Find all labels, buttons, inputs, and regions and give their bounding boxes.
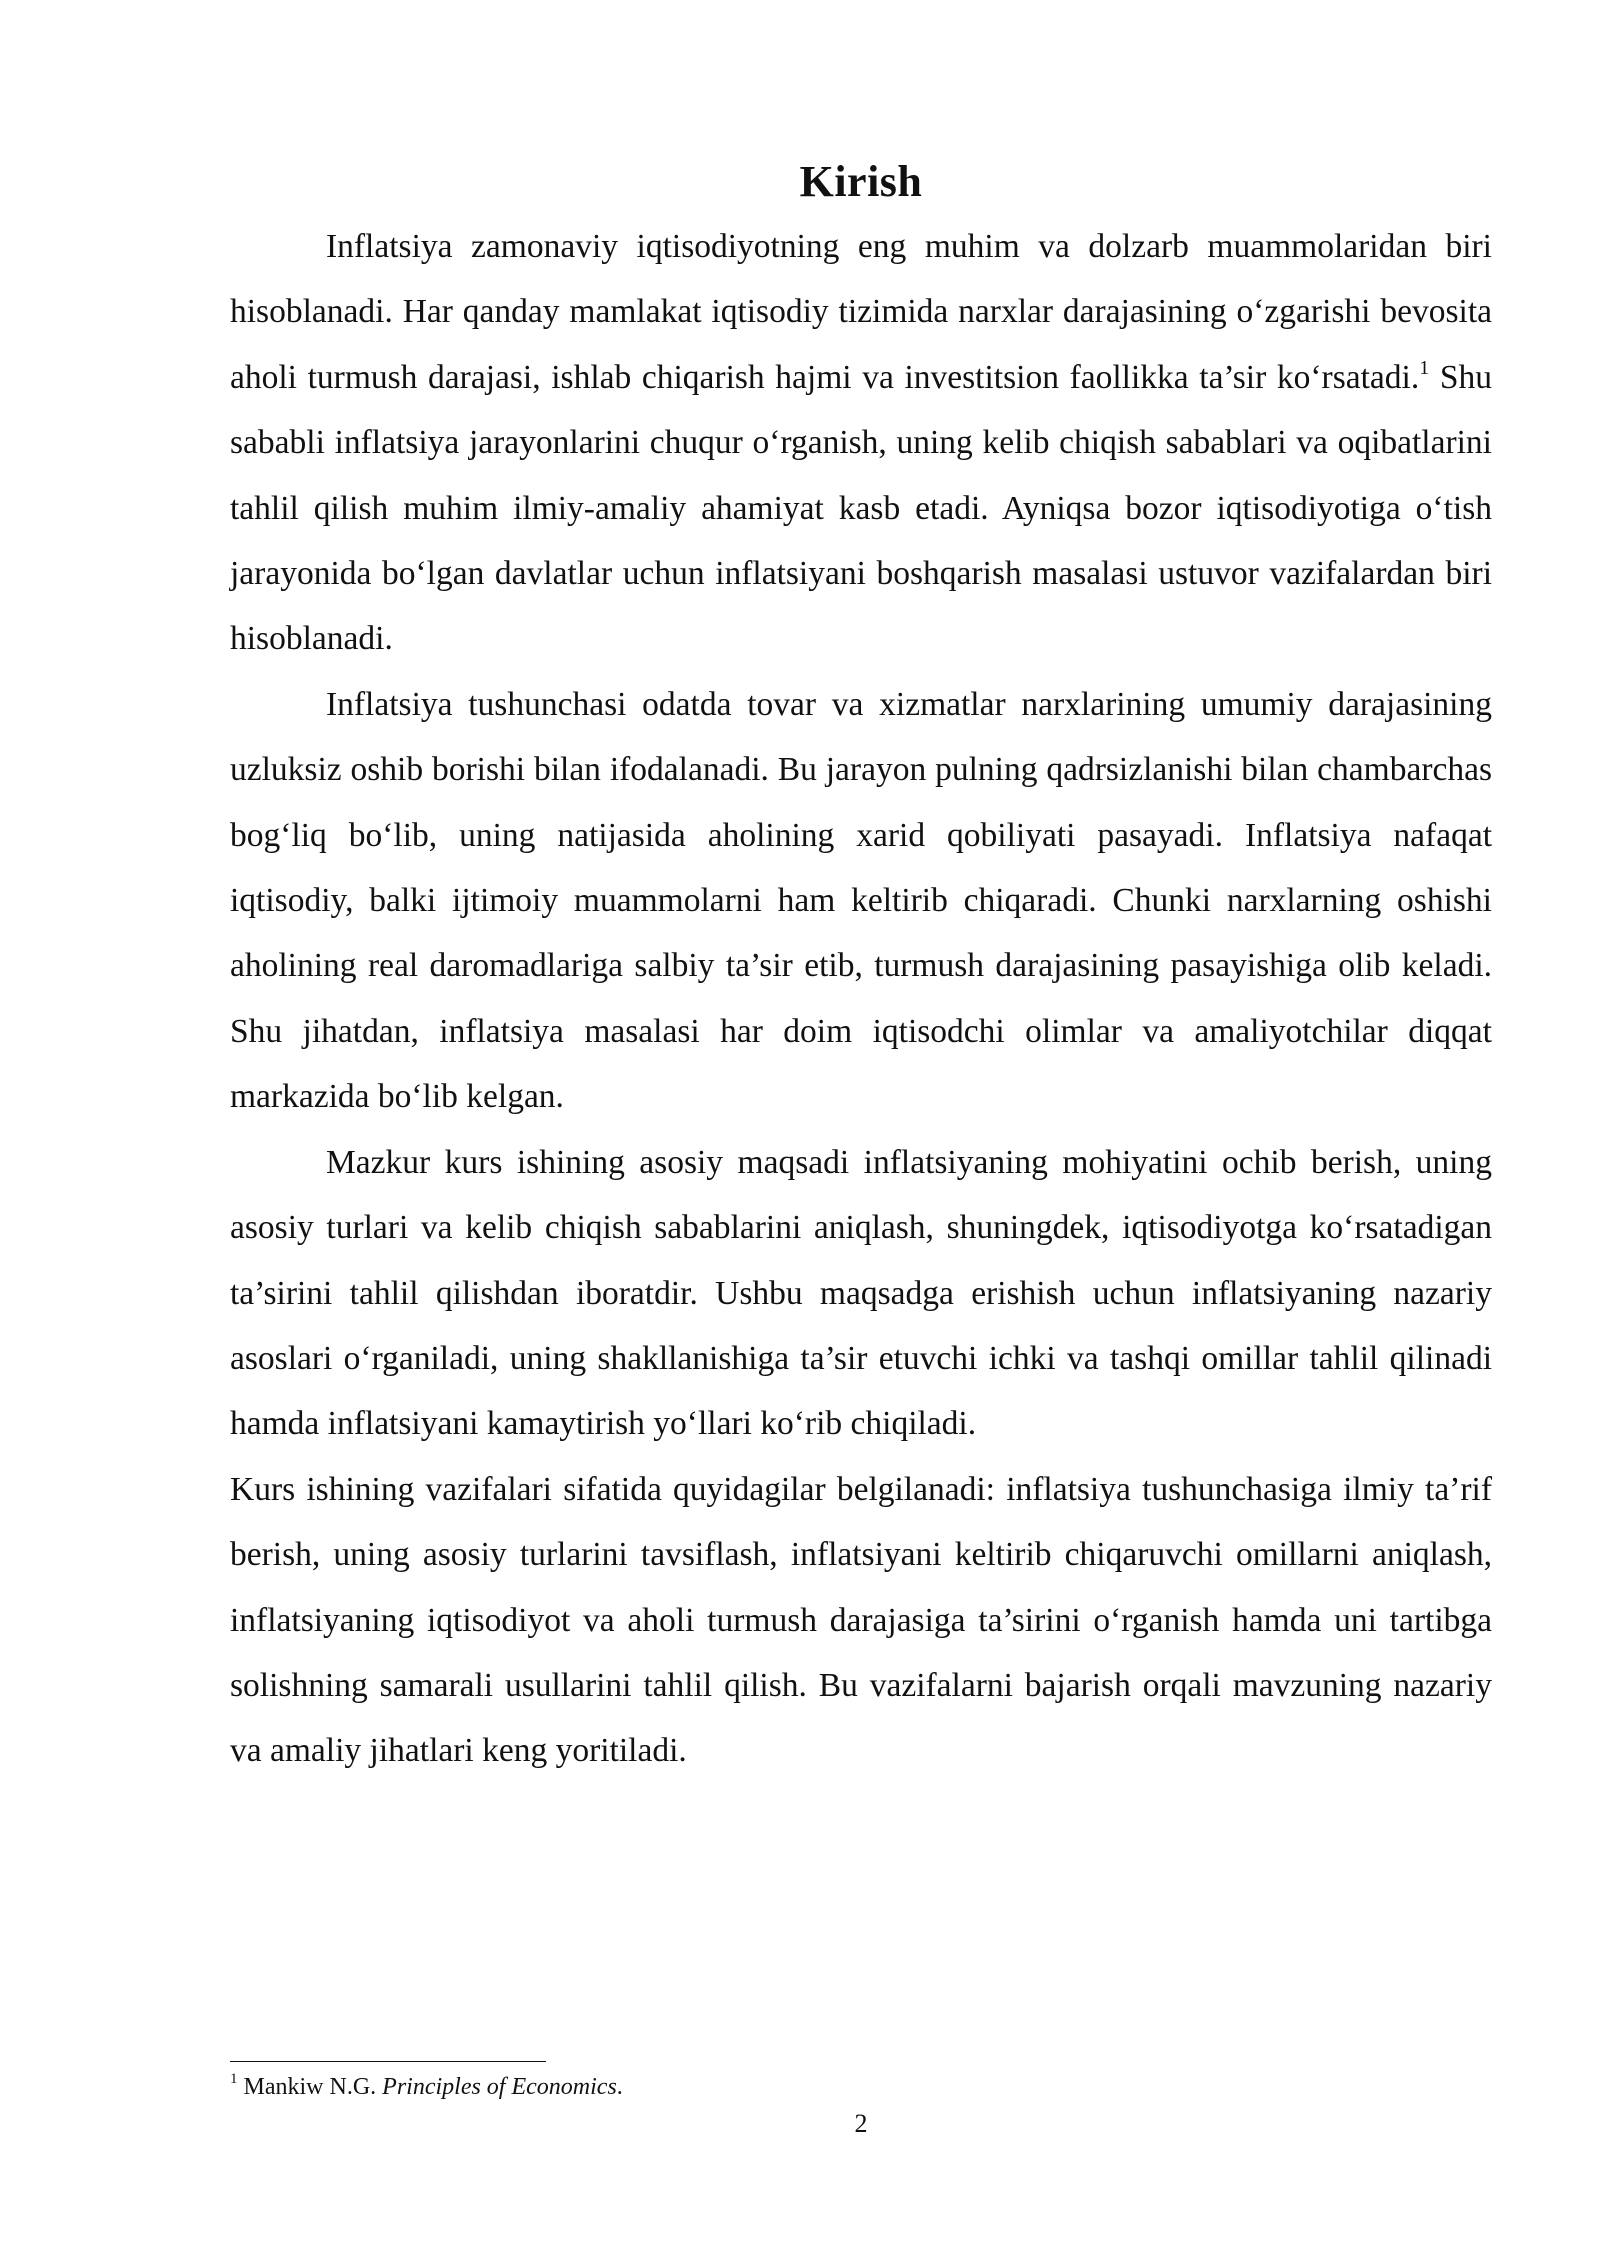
page-title: Kirish bbox=[799, 157, 923, 206]
footnote-reference[interactable]: 1 bbox=[1419, 356, 1430, 379]
paragraph-2: Inflatsiya tushunchasi odatda tovar va xizmatlar narxlarining umumiy darajasining uzluksiz oshib borishi bilan ifodalanadi. Bu jarayon pulning qadrsizlanishi bilan chambarchas bog‘liq bo‘lib, uning natijasida aholining xarid qobiliyati pasayadi. Inflatsiya nafaqat iqtisodiy, balki ijtimoiy muammolarni ham keltirib chiqaradi. Chunki narxlarning oshishi aholining real daromadlariga salbiy ta’sir etib, turmush darajasining pasayishiga olib keladi. Shu jihatdan, inflatsiya masalasi har doim iqtisodchi olimlar va amaliyotchilar diqqat markazida bo‘lib kelgan. bbox=[230, 685, 1492, 1116]
paragraph-1 bbox=[230, 214, 1492, 672]
page-number: 2 bbox=[854, 2109, 868, 2138]
footnote-end: . bbox=[616, 2074, 623, 2100]
footnote-work-title: Principles of Economics bbox=[382, 2074, 617, 2100]
paragraph-3: Mazkur kurs ishining asosiy maqsadi inflatsiyaning mohiyatini ochib berish, uning asosiy turlari va kelib chiqish sabablarini aniqlash, shuningdek, iqtisodiyotga ko‘rsatadigan ta’sirini tahlil qilishdan iboratdir. Ushbu maqsadga erishish uchun inflatsiyaning nazariy asoslari o‘rganiladi, uning shakllanishiga ta’sir etuvchi ichki va tashqi omillar tahlil qilinadi hamda inflatsiyani kamaytirish yo‘llari ko‘rib chiqiladi. bbox=[230, 1143, 1492, 1443]
paragraph-1-text: Inflatsiya zamonaviy iqtisodiyotning eng muhim va dolzarb muammolaridan biri hisoblanadi. Har qanday mamlakat iqtisodiy tizimida narxlar darajasining o‘zgarishi bevosita aholi turmush darajasi, ishlab chiqarish hajmi va investitsion faollikka ta’sir ko‘rsatadi. bbox=[230, 228, 1492, 396]
footnote-separator bbox=[230, 2061, 546, 2062]
footnote-author: Mankiw N.G. bbox=[243, 2074, 383, 2100]
paragraph-4: Kurs ishining vazifalari sifatida quyidagilar belgilanadi: inflatsiya tushunchasiga ilmiy ta’rif berish, uning asosiy turlarini tavsiflash, inflatsiyani keltirib chiqaruvchi omillarni aniqlash, inflatsiyaning iqtisodiyot va aholi turmush darajasiga ta’sirini o‘rganish hamda uni tartibga solishning samarali usullarini tahlil qilish. Bu vazifalarni bajarish orqali mavzuning nazariy va amaliy jihatlari keng yoritiladi. bbox=[230, 1470, 1492, 1770]
page-body bbox=[230, 150, 1492, 1784]
footnote-marker: 1 bbox=[230, 2071, 238, 2087]
paragraph-1-continuation: Shu sababli inflatsiya jarayonlarini chuqur o‘rganish, uning kelib chiqish sabablari va oqibatlarini tahlil qilish muhim ilmiy-amaliy ahamiyat kasb etadi. Ayniqsa bozor iqtisodiyotiga o‘tish jarayonida bo‘lgan davlatlar uchun inflatsiyani boshqarish masalasi ustuvor vazifalardan biri hisoblanadi. bbox=[230, 358, 1492, 658]
footnote bbox=[230, 2070, 623, 2104]
